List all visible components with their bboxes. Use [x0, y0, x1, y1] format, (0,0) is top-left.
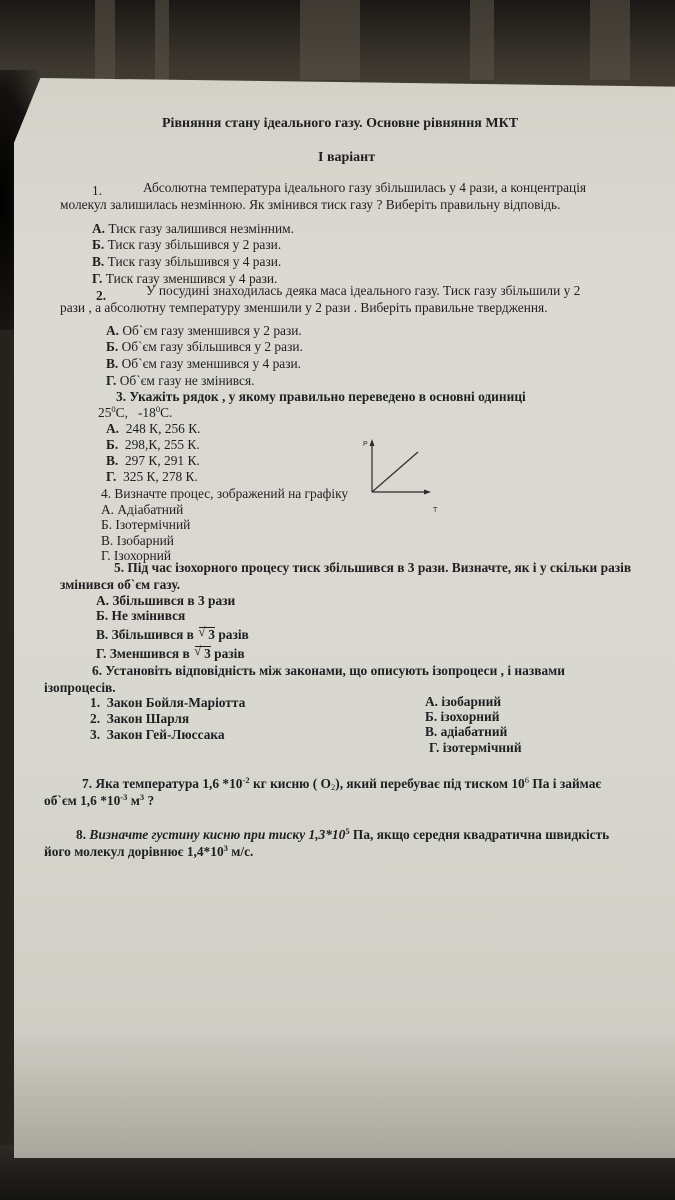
law-item: 3. Закон Гей-Люссака [90, 727, 225, 742]
answer-option: Б. 298,К, 255 К. [106, 437, 200, 452]
process-item: Б. ізохорний [425, 709, 500, 724]
answer-option: В. Збільшився в √ 3 разів [96, 627, 249, 643]
answer-option: А. Об`єм газу зменшився у 2 рази. [106, 323, 302, 338]
question-text: змінився об`єм газу. [60, 577, 181, 592]
background-stripe [155, 0, 169, 80]
question-text: У посудині знаходилась деяка маса ідеального газу. Тиск газу збільшили у 2 [146, 283, 581, 298]
question-number: 2. [96, 288, 107, 303]
x-axis-arrow [424, 490, 431, 495]
answer-option: Б. Тиск газу збільшився у 2 рази. [92, 237, 282, 252]
answer-option: Б. Ізотермічний [101, 517, 191, 532]
question-text: 3. Укажіть рядок , у якому правильно переведено в основні одиниці [116, 389, 526, 404]
question-text: Абсолютна температура ідеального газу збільшилась у 4 рази, а концентрація [143, 180, 587, 195]
pt-graph-svg [358, 436, 448, 514]
process-item: В. адіабатний [425, 724, 508, 739]
answer-option: Г. Зменшився в √ 3 разів [96, 646, 245, 662]
background-stripe [470, 0, 494, 80]
law-item: 1. Закон Бойля-Маріотта [90, 695, 246, 710]
question-text: рази , а абсолютну температуру зменшили у 2 рази . Виберіть правильне твердження. [60, 300, 548, 315]
background-stripe [300, 0, 360, 80]
question-text: 7. Яка температура 1,6 $*10^{-2}$ кг кисню ( $O_2$), який перебуває під тиском $10^6$ Па і займає [82, 775, 602, 792]
answer-option: А. 248 К, 256 К. [106, 421, 201, 436]
answer-option: А. Адіабатний [101, 502, 184, 517]
question-text: молекул залишилась незмінною. Як змінився тиск газу ? Виберіть правильну відповідь. [60, 197, 561, 212]
background-stripe [590, 0, 630, 80]
answer-option: В. 297 К, 291 К. [106, 453, 200, 468]
answer-option: В. Ізобарний [101, 533, 174, 548]
question-text: 6. Установіть відповідність між законами, що описують ізопроцеси , і назвами [92, 663, 565, 678]
question-text: його молекул дорівнює $1,4*10^3$ м/с. [44, 843, 254, 859]
answer-option: Г. Тиск газу зменшився у 4 рази. [92, 271, 278, 286]
variant-heading: І варіант [318, 150, 376, 165]
sqrt-symbol: √ 3 [199, 627, 215, 642]
x-axis-label: T [433, 507, 438, 514]
pt-graph [358, 436, 448, 514]
answer-option: В. Тиск газу збільшився у 4 рази. [92, 254, 282, 269]
y-axis-arrow [370, 439, 375, 446]
question-text: об`єм 1,6 $*10^{-3}$ $м^3$ ? [44, 792, 155, 808]
question-text: 4. Визначте процес, зображений на графіку [101, 486, 349, 501]
page-title: Рівняння стану ідеального газу. Основне рівняння МКТ [162, 116, 519, 131]
question-text: 5. Під час ізохорного процесу тиск збільшився в 3 рази. Визначте, як і у скільки разів [114, 560, 632, 575]
process-item: Г. ізотермічний [429, 740, 522, 755]
question-number: 1. [92, 183, 103, 198]
answer-option: А. Тиск газу залишився незмінним. [92, 221, 294, 236]
process-item: А. ізобарний [425, 694, 502, 709]
answer-option: В. Об`єм газу зменшився у 4 рази. [106, 356, 302, 371]
answer-option: Г. Об`єм газу не змінився. [106, 373, 255, 388]
answer-option: Б. Об`єм газу збільшився у 2 рази. [106, 339, 303, 354]
question-text: 8. Визначте густину кисню при тиску $1,3*10^5$ Па, якщо середня квадратична швидкість [76, 826, 610, 842]
answer-option: Б. Не змінився [96, 608, 186, 623]
sqrt-symbol: √ 3 [195, 646, 211, 661]
temperature-values: $25^0C$, $-18^0C$. [98, 404, 173, 420]
law-item: 2. Закон Шарля [90, 711, 190, 726]
question-text: ізопроцесів. [44, 680, 116, 695]
y-axis-label: P [363, 441, 368, 448]
background-stripe [95, 0, 115, 80]
process-line [372, 452, 418, 492]
answer-option: А. Збільшився в 3 рази [96, 593, 236, 608]
answer-option: Г. Ізохорний [101, 548, 172, 563]
answer-option: Г. 325 К, 278 К. [106, 469, 198, 484]
